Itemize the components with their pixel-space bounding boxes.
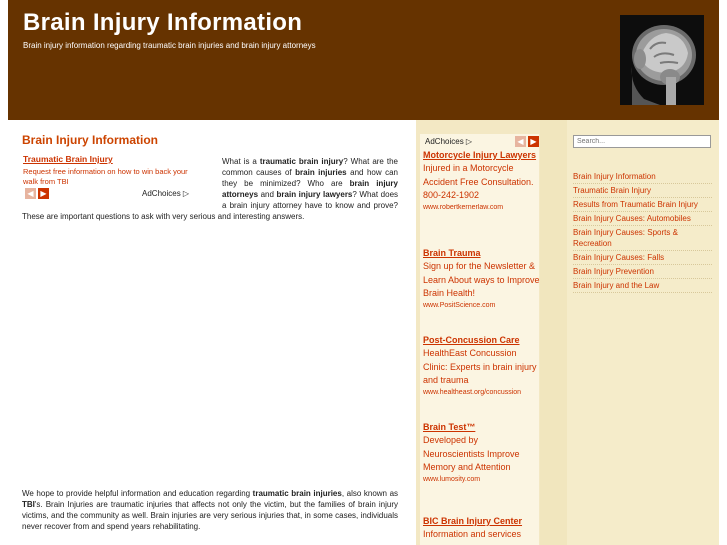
side-ad[interactable] [423, 333, 541, 396]
sidebar-item-causes-falls[interactable]: Brain Injury Causes: Falls [573, 251, 712, 265]
sidebar-item-traumatic-brain-injury[interactable]: Traumatic Brain Injury [573, 184, 712, 198]
sidebar-nav [573, 170, 712, 293]
side-ad-body[interactable]: Developed by Neuroscientists Improve Memory and Attention [423, 435, 520, 473]
intro-keyword: brain injury lawyers [276, 190, 353, 199]
site-header [0, 0, 727, 120]
intro-text: and how can they be minimized? Who are [222, 168, 399, 188]
sidebar-item-results[interactable]: Results from Traumatic Brain Injury [573, 198, 712, 212]
adchoices-label[interactable] [425, 137, 472, 146]
top-ad-link[interactable]: Traumatic Brain Injury [23, 154, 113, 164]
para-keyword: TBI [22, 500, 35, 509]
side-ad-title[interactable]: Post-Concussion Care [423, 335, 520, 345]
side-ad[interactable] [423, 420, 541, 483]
side-ad-title[interactable]: Brain Test™ [423, 422, 476, 432]
right-sidebar [540, 120, 719, 545]
sidebar-item-causes-automobiles[interactable]: Brain Injury Causes: Automobiles [573, 212, 712, 226]
para-text: 's. Brain Injuries are traumatic injuries that affects not only the victim, but the families of brain injury victims, and the community as well. Brain injuries are very serious injuries that, in some cases, individuals never recover from and spend years rehabilitating. [22, 500, 398, 531]
adchoices-text: AdChoices [142, 189, 181, 198]
intro-text: ? What are the common causes of [222, 157, 398, 177]
page-title: Brain Injury Information [22, 133, 159, 147]
top-ad-arrows [25, 188, 49, 199]
search-input[interactable] [573, 135, 711, 148]
sidebar-item-prevention[interactable]: Brain Injury Prevention [573, 265, 712, 279]
side-ad-body[interactable]: HealthEast Concussion Clinic: Experts in brain injury and trauma [423, 348, 537, 386]
side-ad-title[interactable]: Brain Trauma [423, 248, 481, 258]
prev-arrow-icon[interactable]: ◀ [25, 188, 36, 199]
brain-mri-image [620, 15, 704, 105]
adchoices-label[interactable] [142, 189, 189, 198]
adchoices-text: AdChoices [425, 137, 464, 146]
intro-text: What is a [222, 157, 260, 166]
side-ad-title[interactable]: BIC Brain Injury Center [423, 516, 523, 526]
side-ad-body[interactable]: Injured in a Motorcycle Accident Free Consultation. 800-242-1902 [423, 163, 534, 201]
ad-column-panel [420, 134, 539, 545]
intro-keyword: traumatic brain injury [259, 157, 344, 166]
side-ad[interactable] [423, 514, 541, 542]
side-ad-url[interactable]: www.healtheast.org/concussion [423, 388, 522, 396]
side-ad-body[interactable]: Sign up for the Newsletter & Learn About ways to Improve Brain Health! [423, 261, 540, 299]
site-tagline: Brain injury information regarding traumatic brain injuries and brain injury attorneys [23, 41, 316, 50]
sidebar-item-law[interactable]: Brain Injury and the Law [573, 279, 712, 293]
side-ad-url[interactable]: www.robertkernerlaw.com [423, 203, 504, 210]
header-banner [8, 0, 719, 120]
side-ad-title[interactable]: Motorcycle Injury Lawyers [423, 150, 537, 160]
adchoices-icon: ▷ [465, 137, 473, 146]
ad-column-arrows [515, 136, 539, 147]
second-paragraph [22, 488, 398, 532]
ad-column [416, 120, 540, 545]
site-title[interactable]: Brain Injury Information [23, 9, 303, 36]
top-ad-description[interactable]: Request free information on how to win back your walk from TBI [23, 167, 188, 186]
next-arrow-icon[interactable]: ▶ [528, 136, 539, 147]
intro-text: ? What does a brain injury attorney have to know and prove? These are important questions to ask with very serious and interesting answers. [22, 190, 399, 221]
main-content [8, 120, 416, 545]
intro-keyword: brain injury attorneys [222, 179, 398, 199]
side-ad-url[interactable]: www.PositScience.com [423, 301, 496, 309]
intro-text: and [258, 190, 277, 199]
adchoices-icon: ▷ [182, 189, 190, 198]
sidebar-item-causes-sports[interactable]: Brain Injury Causes: Sports & Recreation [573, 226, 712, 251]
para-keyword: traumatic brain injuries [252, 489, 342, 498]
next-arrow-icon[interactable]: ▶ [38, 188, 49, 199]
intro-keyword: brain injuries [295, 168, 347, 177]
para-text: , also known as [341, 489, 399, 498]
prev-arrow-icon[interactable]: ◀ [515, 136, 526, 147]
side-ad-body[interactable]: Information and services [423, 529, 522, 539]
side-ad-url[interactable]: www.lumosity.com [423, 475, 481, 483]
side-ad[interactable] [423, 148, 541, 210]
side-ad[interactable] [423, 246, 541, 309]
sidebar-item-brain-injury-information[interactable]: Brain Injury Information [573, 170, 712, 184]
para-text: We hope to provide helpful information and education regarding [22, 489, 253, 498]
